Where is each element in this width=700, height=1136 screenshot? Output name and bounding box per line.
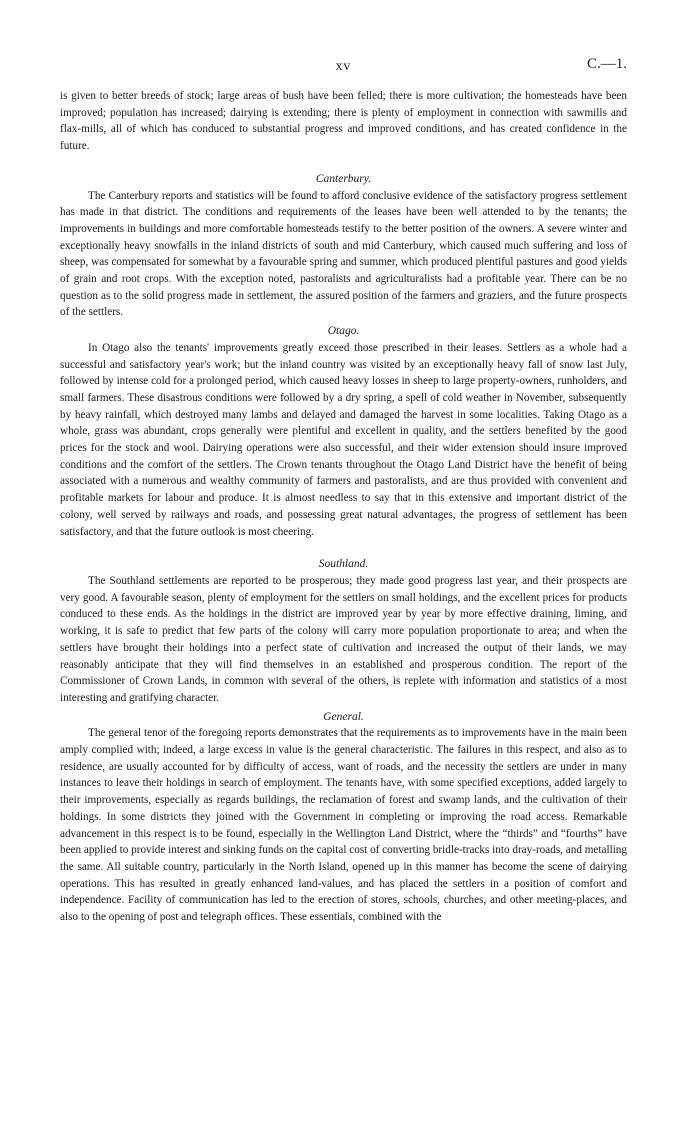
section-southland xyxy=(60,556,627,706)
paragraph: The general tenor of the foregoing reports demonstrates that the requirements as to improvements have in the main been amply complied with; indeed, a large excess in value is the general characteristic. The failures in this respect, and also as to residence, are usually accounted for by difficulty of access, want of roads, and the necessity the settlers are under in many instances to leave their holdings in search of employment. The tenants have, with some specified exceptions, added largely to their improvements, especially as regards buildings, the reclamation of forest and swamp lands, and the cultivation of their holdings. In some districts they joined with the Government in completing or improving the road access. Remarkable advancement in this respect is to be found, especially in the Wellington Land District, where the “thirds” and “fourths” have been applied to provide interest and sinking funds on the capital cost of converting bridle-tracks into dray-roads, and metalling the same. All suitable country, particularly in the North Island, opened up in this manner has become the scene of dairying operations. This has resulted in greatly enhanced land-values, and has placed the settlers in a position of comfort and independence. Facility of communication has led to the erection of stores, schools, churches, and other meeting-places, and also to the opening of post and telegraph offices. These essentials, combined with the xyxy=(60,727,627,924)
section-heading: Canterbury. xyxy=(315,172,372,185)
section-heading: Southland. xyxy=(318,558,369,571)
section-heading: General. xyxy=(323,710,364,723)
section-canterbury xyxy=(60,171,627,321)
paragraph: is given to better breeds of stock; large areas of bush have been felled; there is more cultivation; the homesteads have been improved; population has increased; dairying is extending; there is plenty of employment in connection with sawmills and flax-mills, all of which has conduced to substantial progress and improved conditions, and has created confidence in the future. xyxy=(60,90,627,153)
section-otago xyxy=(60,323,627,540)
section-continuation xyxy=(60,88,627,155)
document-page xyxy=(60,56,627,926)
document-reference: C.—1. xyxy=(586,56,627,72)
paragraph: In Otago also the tenants' improvements greatly exceed those prescribed in their leases. Settlers as a whole had a successful and satisfactory year's work; but the inland country was visited by an exceptionally heavy fall of snow last July, followed by intense cold for a prolonged period, which caused heavy losses in sheep to large property-owners, runholders, and small farmers. These disastrous conditions were followed by a dry spring, a spell of cold weather in November, subsequently by heavy rainfall, which destroyed many lambs and delayed and damaged the harvest in some localities. Taking Otago as a whole, grass was abundant, crops generally were plentiful and excellent in quality, and the settlers benefited by the good prices for the stock and wool. Dairying operations were also successful, and their wider extension should insure improved conditions and the comfort of the settlers. The Crown tenants throughout the Otago Land District have the benefit of being associated with a numerous and wealthy community of farmers and pastoralists, and are thus provided with convenient and profitable markets for labour and produce. It is almost needless to say that in this extensive and important district of the colony, well served by railways and roads, and possessing great natural advantages, the progress of settlement has been satisfactory, and that the future outlook is most cheering. xyxy=(60,341,627,538)
paragraph: The Southland settlements are reported to be prosperous; they made good progress last year, and their prospects are very good. A favourable season, plenty of employment for the settlers on small holdings, and the excellent prices for products conduced to these ends. As the holdings in the district are improved year by year by more effective draining, liming, and working, it is safe to predict that few parts of the colony will carry more population proportionate to area; and when the settlers have brought their holdings into a perfect state of cultivation and increased the output of their lands, we may reasonably anticipate that they will find themselves in an established and prosperous condition. The report of the Commissioner of Crown Lands, in common with several of the others, is replete with information and statistics of a most interesting and gratifying character. xyxy=(60,574,627,704)
page-header xyxy=(60,56,627,82)
page-number: xv xyxy=(335,58,352,73)
paragraph: The Canterbury reports and statistics will be found to afford conclusive evidence of the satisfactory progress settlement has made in that district. The conditions and requirements of the leases have been well attended to by the tenants; the improvements in buildings and more comfortable homesteads testify to the better position of the owners. A severe winter and exceptionally heavy snowfalls in the inland districts of south and mid Canterbury, which caused much suffering and loss of sheep, was compensated for somewhat by a favourable spring and summer, which produced plentiful pastures and good yields of grain and root crops. With the exception noted, pastoralists and agriculturalists had a profitable year. There can be no question as to the solid progress made in settlement, the assured position of the farmers and graziers, and the future prospects of the settlers. xyxy=(60,189,627,319)
section-general xyxy=(60,709,627,926)
section-heading: Otago. xyxy=(327,325,360,338)
